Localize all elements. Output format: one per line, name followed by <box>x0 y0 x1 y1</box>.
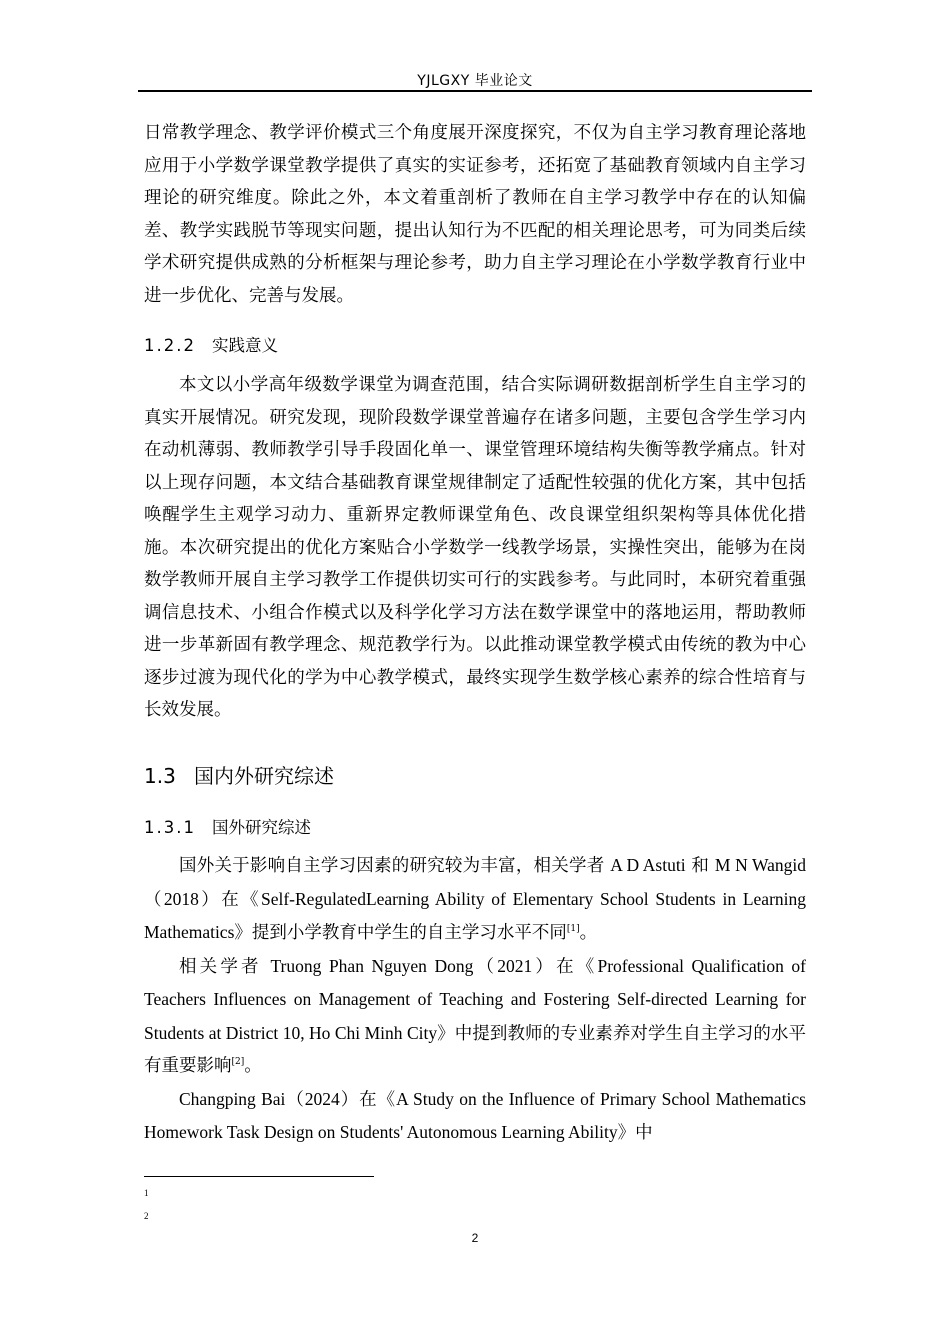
section-number: 1.3 <box>144 764 176 788</box>
section-heading-1-3 <box>144 760 334 789</box>
running-header: YJLGXY 毕业论文 <box>417 73 533 89</box>
page-number: 2 <box>471 1231 479 1245</box>
section-title: 国外研究综述 <box>212 818 311 837</box>
reference-paragraph-1: 国外关于影响自主学习因素的研究较为丰富，相关学者 A D Astuti 和 M N Wangid（2018）在《Self-RegulatedLearning Ability of Elementary School Students in Learning Mathematics》提到小学教育中学生的自主学习水平不同[1]。 <box>144 855 807 943</box>
section-heading-1-2-2 <box>144 332 278 356</box>
reference-paragraph-2: 相关学者 Truong Phan Nguyen Dong（2021）在《Professional Qualification of Teachers Influences on Management of Teaching and Fostering Self-directed Learning for Students at District 10, Ho Chi Minh City》中提到教师的专业素养对学生自主学习的水平有重要影响[2]。 <box>144 955 807 1076</box>
citation-marker: [2] <box>231 1057 245 1068</box>
literature-review-body <box>144 849 806 1150</box>
paper-title: A Study on the Influence of Primary School Mathematics Homework Task Design on Students' Autonomous Learning Ability <box>144 1088 806 1142</box>
header-rule <box>138 90 812 92</box>
section-title: 实践意义 <box>212 336 278 355</box>
section-number: 1.2.2 <box>144 336 196 355</box>
reference-paragraph-3: Changping Bai（2024）在《A Study on the Influence of Primary School Mathematics Homework Task Design on Students' Autonomous Learning Ability》中 <box>144 1088 806 1143</box>
footnote-1: 1 <box>144 1188 149 1198</box>
footnote-2: 2 <box>144 1211 149 1221</box>
section-heading-1-3-1 <box>144 814 311 838</box>
section-number: 1.3.1 <box>144 818 196 837</box>
practice-paragraph <box>144 369 806 727</box>
paper-title: Professional Qualification of Teachers Influences on Management of Teaching and Fostering Self-directed Learning for Students at District 10, Ho Chi Minh City <box>144 955 807 1043</box>
citation-marker: [1] <box>566 924 580 935</box>
paragraph-text: 本文以小学高年级数学课堂为调查范围，结合实际调研数据剖析学生自主学习的真实开展情况。研究发现，现阶段数学课堂普遍存在诸多问题，主要包含学生学习内在动机薄弱、教师教学引导手段固化单一、课堂管理环境结构失衡等教学痛点。针对以上现存问题，本文结合基础教育课堂规律制定了适配性较强的优化方案，其中包括唤醒学生主观学习动力、重新界定教师课堂角色、改良课堂组织架构等具体优化措施。本次研究提出的优化方案贴合小学数学一线教学场景，实操性突出，能够为在岗数学教师开展自主学习教学工作提供切实可行的实践参考。与此同时，本研究着重强调信息技术、小组合作模式以及科学化学习方法在数学课堂中的落地运用，帮助教师进一步革新固有教学理念、规范教学行为。以此推动课堂教学模式由传统的教为中心逐步过渡为现代化的学为中心教学模式，最终实现学生数学核心素养的综合性培育与长效发展。 <box>144 375 806 720</box>
paragraph-text: 日常教学理念、教学评价模式三个角度展开深度探究，不仅为自主学习教育理论落地应用于小学数学课堂教学提供了真实的实证参考，还拓宽了基础教育领域内自主学习理论的研究维度。除此之外，本文着重剖析了教师在自主学习教学中存在的认知偏差、教学实践脱节等现实问题，提出认知行为不匹配的相关理论思考，可为同类后续学术研究提供成熟的分析框架与理论参考，助力自主学习理论在小学数学教育行业中进一步优化、完善与发展。 <box>144 123 806 306</box>
section-title: 国内外研究综述 <box>194 764 334 788</box>
continued-paragraph <box>144 117 806 312</box>
footnote-separator <box>144 1176 374 1177</box>
paper-title: Self-RegulatedLearning Ability of Elementary School Students in Learning Mathematics <box>144 888 807 942</box>
